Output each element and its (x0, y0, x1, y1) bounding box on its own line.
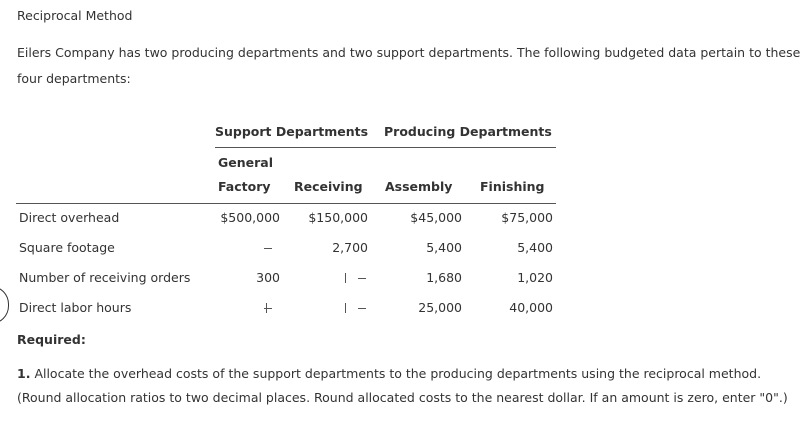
col-assembly: Assembly (385, 179, 453, 194)
cell-assembly: $45,000 (410, 210, 462, 225)
question-text: Allocate the overhead costs of the support departments to the producing departments using the reciprocal method. (Round allocation ratios to two decimal places. Round allocated costs to the nearest dollar. If an amount is zero, enter "0".) (17, 366, 788, 405)
cell-general: 300 (256, 270, 280, 285)
cell-finishing: 5,400 (517, 240, 553, 255)
row-label: Number of receiving orders (19, 270, 191, 285)
question-1 (17, 362, 797, 410)
cell-receiving-empty-dash (358, 308, 366, 309)
cell-assembly: 1,680 (426, 270, 462, 285)
cell-receiving: $150,000 (308, 210, 368, 225)
row-label: Direct labor hours (19, 300, 132, 315)
problem-intro: Eilers Company has two producing departments and two support departments. The following budgeted data pertain to these four departments: (17, 45, 801, 86)
cell-general-cursor-mark (266, 303, 267, 313)
cell-receiving-cursor-mark (345, 303, 346, 313)
required-label: Required: (17, 332, 86, 347)
row-label: Direct overhead (19, 210, 120, 225)
support-departments-header: Support Departments (215, 124, 369, 139)
cell-receiving-empty-dash (358, 278, 366, 279)
group-header-rule (215, 147, 556, 148)
cell-finishing: $75,000 (501, 210, 553, 225)
col-finishing: Finishing (480, 179, 545, 194)
row-label: Square footage (19, 240, 115, 255)
cell-finishing: 1,020 (517, 270, 553, 285)
column-header-rule (16, 203, 556, 204)
cell-receiving: 2,700 (332, 240, 368, 255)
col-general-factory-line2: Factory (218, 179, 271, 194)
cell-assembly: 25,000 (418, 300, 462, 315)
producing-departments-header: Producing Departments (384, 124, 552, 139)
cell-receiving-cursor-mark (345, 273, 346, 283)
cell-general-empty-dash (264, 248, 272, 249)
question-number: 1. (17, 366, 31, 381)
page-title: Reciprocal Method (17, 8, 133, 23)
cell-finishing: 40,000 (509, 300, 553, 315)
col-receiving: Receiving (294, 179, 363, 194)
cell-assembly: 5,400 (426, 240, 462, 255)
col-general-factory-line1: General (218, 155, 273, 170)
cell-general: $500,000 (220, 210, 280, 225)
